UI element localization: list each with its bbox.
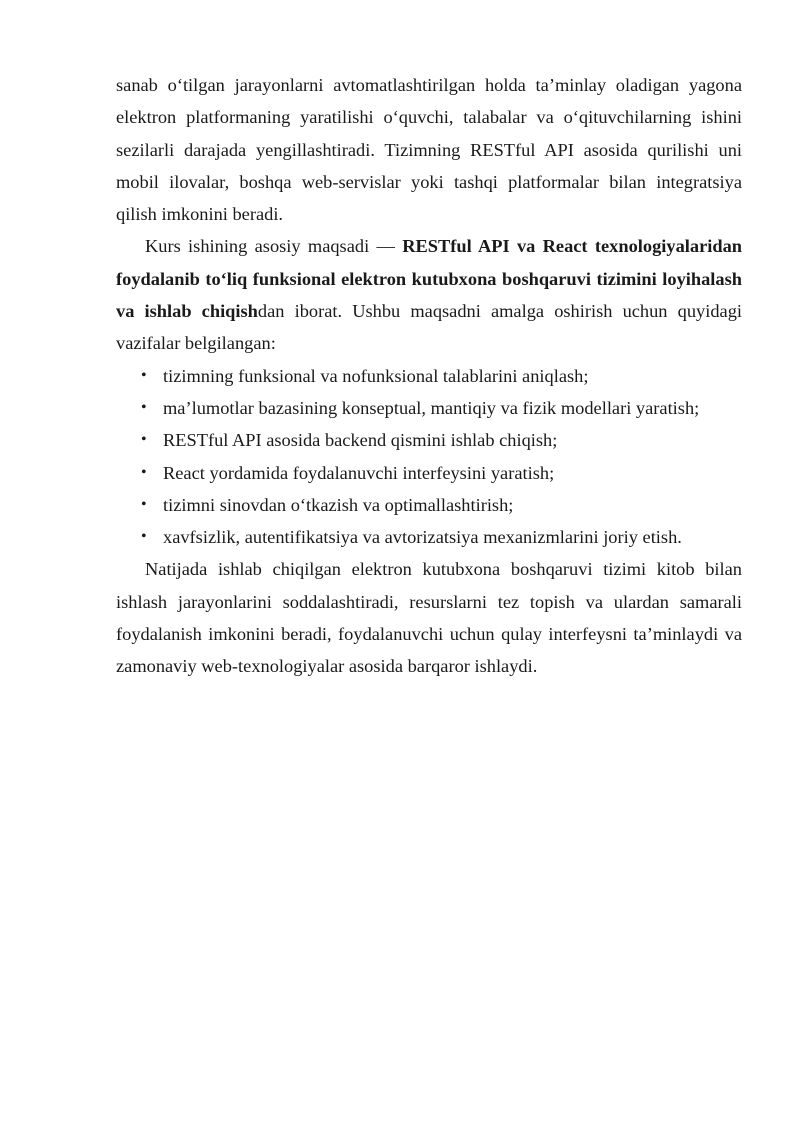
bullet-icon: • xyxy=(141,528,147,546)
bullet-icon: • xyxy=(141,463,147,481)
bullet-icon: • xyxy=(141,495,147,513)
paragraph-course-goal xyxy=(116,230,742,359)
task-text: ma’lumotlar bazasining konseptual, mantiqiy va fizik modellari yaratish; xyxy=(163,397,700,418)
task-text: RESTful API asosida backend qismini ishlab chiqish; xyxy=(163,430,558,451)
list-item xyxy=(116,489,742,521)
list-item xyxy=(116,360,742,392)
goal-bold-text: RESTful API va React texnologiyalaridan foydalanib to‘liq funksional elektron kutubxona boshqaruvi tizimini loyihalash va ishlab chiqish xyxy=(116,236,742,322)
bullet-icon: • xyxy=(141,366,147,384)
task-text: xavfsizlik, autentifikatsiya va avtorizatsiya mexanizmlarini joriy etish. xyxy=(163,527,682,548)
goal-lead-text: Kurs ishining asosiy maqsadi — xyxy=(145,236,403,257)
list-item xyxy=(116,424,742,456)
bullet-icon: • xyxy=(141,398,147,416)
list-item xyxy=(116,457,742,489)
task-text: tizimni sinovdan o‘tkazish va optimallashtirish; xyxy=(163,494,514,515)
paragraph-intro-continuation: sanab o‘tilgan jarayonlarni avtomatlashtirilgan holda ta’minlay oladigan yagona elektron platformaning yaratilishi o‘quvchi, talabalar va o‘qituvchilarning ishini sezilarli darajada yengillashtiradi. Tizimning RESTful API asosida qurilishi uni mobil ilovalar, boshqa web-servislar yoki tashqi platformalar bilan integratsiya qilish imkonini beradi. xyxy=(116,75,742,225)
bullet-icon: • xyxy=(141,431,147,449)
list-item xyxy=(116,392,742,424)
task-list xyxy=(116,360,742,554)
list-item xyxy=(116,521,742,553)
paragraph-conclusion: Natijada ishlab chiqilgan elektron kutubxona boshqaruvi tizimi kitob bilan ishlash jarayonlarini soddalashtiradi, resurslarni tez topish va ulardan samarali foydalanish imkonini beradi, foydalanuvchi uchun qulay interfeysni ta’minlaydi va zamonaviy web-texnologiyalar asosida barqaror ishlaydi. xyxy=(116,559,742,677)
goal-tail-text: dan iborat. Ushbu maqsadni amalga oshirish uchun quyidagi vazifalar belgilangan: xyxy=(116,301,742,354)
task-text: React yordamida foydalanuvchi interfeysini yaratish; xyxy=(163,462,555,483)
task-text: tizimning funksional va nofunksional talablarini aniqlash; xyxy=(163,365,589,386)
